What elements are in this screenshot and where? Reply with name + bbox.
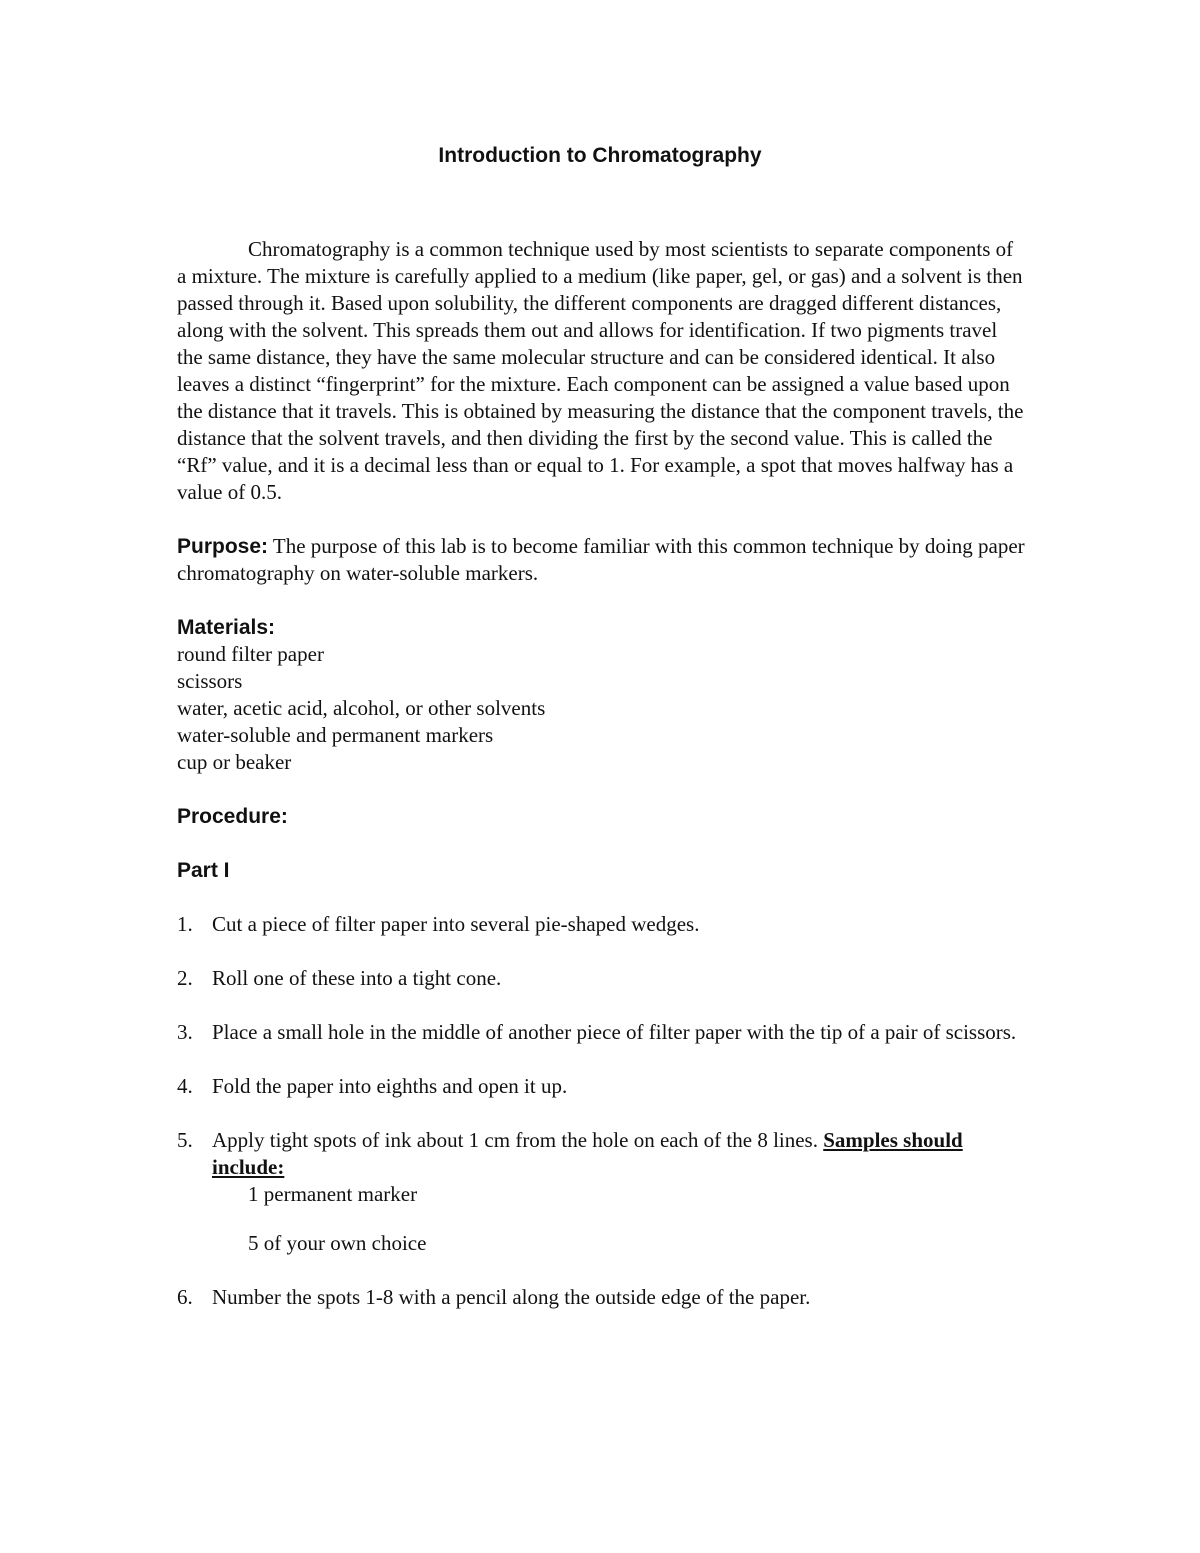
purpose-paragraph bbox=[177, 533, 1027, 587]
step-number: 5. bbox=[177, 1128, 193, 1152]
procedure-step bbox=[177, 911, 1027, 938]
step-text: Apply tight spots of ink about 1 cm from the hole on each of the 8 lines. bbox=[212, 1128, 824, 1152]
step-text: Cut a piece of filter paper into several pie-shaped wedges. bbox=[212, 912, 700, 936]
procedure-step bbox=[177, 1127, 1027, 1257]
materials-item: water, acetic acid, alcohol, or other solvents bbox=[177, 696, 546, 720]
purpose-text: The purpose of this lab is to become familiar with this common technique by doing paper chromatography on water-soluble markers. bbox=[177, 534, 1025, 585]
step-number: 1. bbox=[177, 912, 193, 936]
procedure-step bbox=[177, 1284, 1027, 1311]
samples-emphasis: Samples should include: bbox=[212, 1128, 963, 1179]
step-text: Roll one of these into a tight cone. bbox=[212, 966, 502, 990]
purpose-label: Purpose: bbox=[177, 535, 269, 558]
document-body bbox=[177, 142, 1027, 1338]
step-number: 4. bbox=[177, 1074, 193, 1098]
step-text: Fold the paper into eighths and open it up. bbox=[212, 1074, 568, 1098]
sample-item: 5 of your own choice bbox=[248, 1231, 427, 1255]
step-number: 2. bbox=[177, 966, 193, 990]
intro-paragraph: Chromatography is a common technique used by most scientists to separate components of a mixture. The mixture is carefully applied to a medium (like paper, gel, or gas) and a solvent is then passed through it. Based upon solubility, the different components are dragged different distances, along with the solvent. This spreads them out and allows for identification. If two pigments travel the same distance, they have the same molecular structure and can be considered identical. It also leaves a distinct “fingerprint” for the mixture. Each component can be assigned a value based upon the distance that it travels. This is obtained by measuring the distance that the component travels, the distance that the solvent travels, and then dividing the first by the second value. This is called the “Rf” value, and it is a decimal less than or equal to 1. For example, a spot that moves halfway has a value of 0.5. bbox=[177, 237, 1024, 504]
procedure-steps bbox=[177, 911, 1027, 1311]
step-number: 3. bbox=[177, 1020, 193, 1044]
step-number: 6. bbox=[177, 1285, 193, 1309]
part-heading: Part I bbox=[177, 859, 230, 882]
procedure-step bbox=[177, 965, 1027, 992]
step-text: Number the spots 1-8 with a pencil along the outside edge of the paper. bbox=[212, 1285, 811, 1309]
procedure-step bbox=[177, 1019, 1027, 1046]
procedure-heading: Procedure: bbox=[177, 805, 288, 828]
materials-heading: Materials: bbox=[177, 616, 276, 639]
sample-item: 1 permanent marker bbox=[248, 1182, 418, 1206]
materials-item: water-soluble and permanent markers bbox=[177, 723, 494, 747]
materials-item: cup or beaker bbox=[177, 750, 292, 774]
materials-item: scissors bbox=[177, 669, 243, 693]
materials-list bbox=[177, 641, 1027, 776]
procedure-step bbox=[177, 1073, 1027, 1100]
document-title: Introduction to Chromatography bbox=[438, 144, 762, 167]
materials-item: round filter paper bbox=[177, 642, 324, 666]
step-text: Place a small hole in the middle of another piece of filter paper with the tip of a pair of scissors. bbox=[212, 1020, 1017, 1044]
